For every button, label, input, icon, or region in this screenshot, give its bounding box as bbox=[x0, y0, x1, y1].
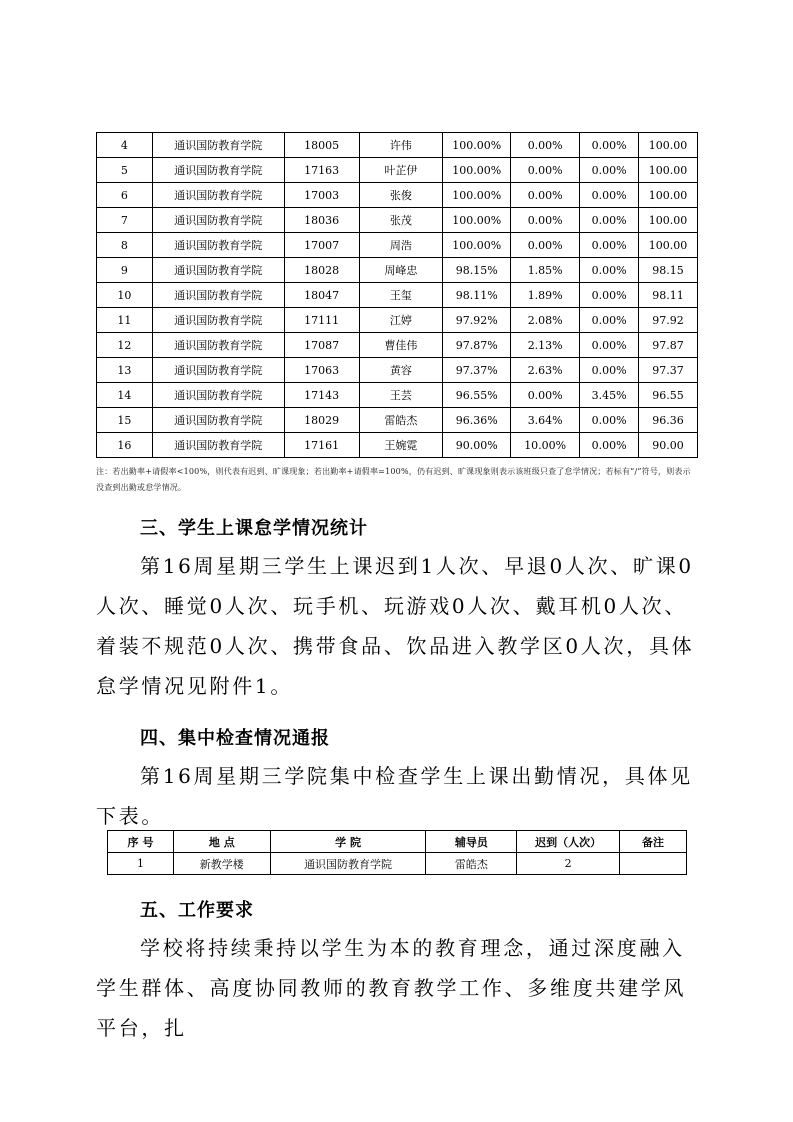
cell-index: 6 bbox=[97, 183, 153, 208]
attendance-table bbox=[96, 132, 698, 458]
cell-score: 100.00 bbox=[639, 183, 698, 208]
cell-absence-rate: 0.00% bbox=[580, 283, 639, 308]
cell-counselor: 王玺 bbox=[359, 283, 443, 308]
cell-college: 通识国防教育学院 bbox=[152, 258, 284, 283]
cell-college: 通识国防教育学院 bbox=[152, 183, 284, 208]
cell-absence-rate: 0.00% bbox=[580, 208, 639, 233]
header-location: 地 点 bbox=[173, 831, 270, 853]
cell-counselor: 许伟 bbox=[359, 133, 443, 158]
cell-absence-rate: 0.00% bbox=[580, 158, 639, 183]
cell-counselor: 张茂 bbox=[359, 208, 443, 233]
cell-leave-rate: 0.00% bbox=[511, 158, 580, 183]
cell-college: 通识国防教育学院 bbox=[152, 383, 284, 408]
header-late-count: 迟到（人次） bbox=[517, 831, 620, 853]
cell-college: 通识国防教育学院 bbox=[270, 853, 426, 875]
cell-leave-rate: 2.63% bbox=[511, 358, 580, 383]
table-row bbox=[97, 433, 698, 458]
cell-absence-rate: 0.00% bbox=[580, 308, 639, 333]
section-3-paragraph: 第16周星期三学生上课迟到1人次、早退0人次、旷课0人次、睡觉0人次、玩手机、玩游戏0人次、戴耳机0人次、着装不规范0人次、携带食品、饮品进入教学区0人次，具体怠学情况见附件1。 bbox=[96, 554, 695, 698]
table-row bbox=[97, 133, 698, 158]
cell-index: 8 bbox=[97, 233, 153, 258]
header-college: 学 院 bbox=[270, 831, 426, 853]
cell-college: 通识国防教育学院 bbox=[152, 233, 284, 258]
cell-counselor: 曹佳伟 bbox=[359, 333, 443, 358]
cell-leave-rate: 0.00% bbox=[511, 133, 580, 158]
cell-score: 100.00 bbox=[639, 133, 698, 158]
cell-index: 4 bbox=[97, 133, 153, 158]
cell-score: 97.92 bbox=[639, 308, 698, 333]
cell-remarks bbox=[620, 853, 687, 875]
cell-absence-rate: 3.45% bbox=[580, 383, 639, 408]
cell-index: 5 bbox=[97, 158, 153, 183]
inspection-table bbox=[107, 830, 687, 875]
cell-absence-rate: 0.00% bbox=[580, 183, 639, 208]
cell-leave-rate: 2.13% bbox=[511, 333, 580, 358]
inspection-row bbox=[108, 853, 687, 875]
section-3-heading: 三、学生上课怠学情况统计 bbox=[140, 518, 368, 539]
header-counselor: 辅导员 bbox=[426, 831, 517, 853]
cell-leave-rate: 0.00% bbox=[511, 183, 580, 208]
cell-class-id: 18029 bbox=[284, 408, 359, 433]
header-remarks: 备注 bbox=[620, 831, 687, 853]
cell-index: 1 bbox=[108, 853, 174, 875]
attendance-table-body bbox=[97, 133, 698, 458]
cell-college: 通识国防教育学院 bbox=[152, 208, 284, 233]
cell-counselor: 周峰忠 bbox=[359, 258, 443, 283]
cell-college: 通识国防教育学院 bbox=[152, 283, 284, 308]
cell-absence-rate: 0.00% bbox=[580, 358, 639, 383]
cell-counselor: 叶芷伊 bbox=[359, 158, 443, 183]
cell-index: 11 bbox=[97, 308, 153, 333]
cell-index: 15 bbox=[97, 408, 153, 433]
cell-index: 9 bbox=[97, 258, 153, 283]
inspection-header-row bbox=[108, 831, 687, 853]
cell-college: 通识国防教育学院 bbox=[152, 308, 284, 333]
cell-attendance-rate: 100.00% bbox=[443, 183, 511, 208]
cell-counselor: 张俊 bbox=[359, 183, 443, 208]
table-row bbox=[97, 383, 698, 408]
cell-class-id: 17063 bbox=[284, 358, 359, 383]
cell-absence-rate: 0.00% bbox=[580, 233, 639, 258]
cell-score: 96.55 bbox=[639, 383, 698, 408]
cell-leave-rate: 10.00% bbox=[511, 433, 580, 458]
cell-counselor: 王芸 bbox=[359, 383, 443, 408]
cell-score: 100.00 bbox=[639, 158, 698, 183]
cell-score: 98.11 bbox=[639, 283, 698, 308]
table-row bbox=[97, 333, 698, 358]
cell-index: 14 bbox=[97, 383, 153, 408]
cell-score: 100.00 bbox=[639, 208, 698, 233]
cell-college: 通识国防教育学院 bbox=[152, 133, 284, 158]
cell-index: 10 bbox=[97, 283, 153, 308]
table-row bbox=[97, 358, 698, 383]
cell-location: 新教学楼 bbox=[173, 853, 270, 875]
cell-class-id: 18005 bbox=[284, 133, 359, 158]
cell-leave-rate: 1.89% bbox=[511, 283, 580, 308]
cell-attendance-rate: 97.37% bbox=[443, 358, 511, 383]
table-row bbox=[97, 233, 698, 258]
cell-college: 通识国防教育学院 bbox=[152, 358, 284, 383]
cell-attendance-rate: 97.92% bbox=[443, 308, 511, 333]
section-4-paragraph: 第16周星期三学院集中检查学生上课出勤情况，具体见下表。 bbox=[96, 764, 693, 828]
cell-score: 90.00 bbox=[639, 433, 698, 458]
cell-attendance-rate: 100.00% bbox=[443, 133, 511, 158]
cell-absence-rate: 0.00% bbox=[580, 433, 639, 458]
cell-attendance-rate: 100.00% bbox=[443, 158, 511, 183]
cell-absence-rate: 0.00% bbox=[580, 133, 639, 158]
cell-leave-rate: 0.00% bbox=[511, 383, 580, 408]
cell-counselor: 黄容 bbox=[359, 358, 443, 383]
cell-absence-rate: 0.00% bbox=[580, 333, 639, 358]
table-row bbox=[97, 183, 698, 208]
cell-attendance-rate: 90.00% bbox=[443, 433, 511, 458]
cell-attendance-rate: 96.55% bbox=[443, 383, 511, 408]
cell-class-id: 17007 bbox=[284, 233, 359, 258]
cell-index: 13 bbox=[97, 358, 153, 383]
cell-class-id: 17161 bbox=[284, 433, 359, 458]
cell-leave-rate: 3.64% bbox=[511, 408, 580, 433]
cell-score: 100.00 bbox=[639, 233, 698, 258]
cell-attendance-rate: 98.11% bbox=[443, 283, 511, 308]
cell-index: 12 bbox=[97, 333, 153, 358]
cell-class-id: 17087 bbox=[284, 333, 359, 358]
cell-attendance-rate: 100.00% bbox=[443, 233, 511, 258]
table-note: 注：若出勤率+请假率<100%，则代表有迟到、旷课现象；若出勤率+请假率=100%，仍有迟到、旷课现象则表示该班级只查了怠学情况；若标有“/”符号，则表示没查到出勤或怠学情况。 bbox=[96, 467, 691, 492]
cell-leave-rate: 2.08% bbox=[511, 308, 580, 333]
cell-absence-rate: 0.00% bbox=[580, 258, 639, 283]
cell-counselor: 周浩 bbox=[359, 233, 443, 258]
cell-class-id: 18047 bbox=[284, 283, 359, 308]
cell-attendance-rate: 97.87% bbox=[443, 333, 511, 358]
cell-score: 97.87 bbox=[639, 333, 698, 358]
cell-attendance-rate: 96.36% bbox=[443, 408, 511, 433]
cell-score: 96.36 bbox=[639, 408, 698, 433]
cell-college: 通识国防教育学院 bbox=[152, 158, 284, 183]
cell-index: 7 bbox=[97, 208, 153, 233]
cell-class-id: 18036 bbox=[284, 208, 359, 233]
cell-leave-rate: 1.85% bbox=[511, 258, 580, 283]
table-row bbox=[97, 283, 698, 308]
table-row bbox=[97, 408, 698, 433]
cell-absence-rate: 0.00% bbox=[580, 408, 639, 433]
cell-class-id: 17143 bbox=[284, 383, 359, 408]
table-row bbox=[97, 208, 698, 233]
cell-late-count: 2 bbox=[517, 853, 620, 875]
section-5-heading: 五、工作要求 bbox=[140, 900, 254, 921]
cell-college: 通识国防教育学院 bbox=[152, 408, 284, 433]
table-row bbox=[97, 308, 698, 333]
cell-counselor: 江婷 bbox=[359, 308, 443, 333]
cell-class-id: 17003 bbox=[284, 183, 359, 208]
cell-counselor: 王婉霓 bbox=[359, 433, 443, 458]
cell-leave-rate: 0.00% bbox=[511, 233, 580, 258]
section-4-heading: 四、集中检查情况通报 bbox=[140, 728, 330, 749]
table-row bbox=[97, 158, 698, 183]
cell-leave-rate: 0.00% bbox=[511, 208, 580, 233]
cell-counselor: 雷皓杰 bbox=[359, 408, 443, 433]
header-index: 序 号 bbox=[108, 831, 174, 853]
cell-attendance-rate: 98.15% bbox=[443, 258, 511, 283]
cell-college: 通识国防教育学院 bbox=[152, 433, 284, 458]
cell-score: 97.37 bbox=[639, 358, 698, 383]
table-row bbox=[97, 258, 698, 283]
cell-class-id: 17163 bbox=[284, 158, 359, 183]
cell-class-id: 17111 bbox=[284, 308, 359, 333]
cell-counselor: 雷皓杰 bbox=[426, 853, 517, 875]
cell-college: 通识国防教育学院 bbox=[152, 333, 284, 358]
cell-class-id: 18028 bbox=[284, 258, 359, 283]
cell-index: 16 bbox=[97, 433, 153, 458]
cell-score: 98.15 bbox=[639, 258, 698, 283]
section-5-paragraph: 学校将持续秉持以学生为本的教育理念，通过深度融入学生群体、高度协同教师的教育教学工作、多维度共建学风平台，扎 bbox=[96, 936, 687, 1040]
cell-attendance-rate: 100.00% bbox=[443, 208, 511, 233]
